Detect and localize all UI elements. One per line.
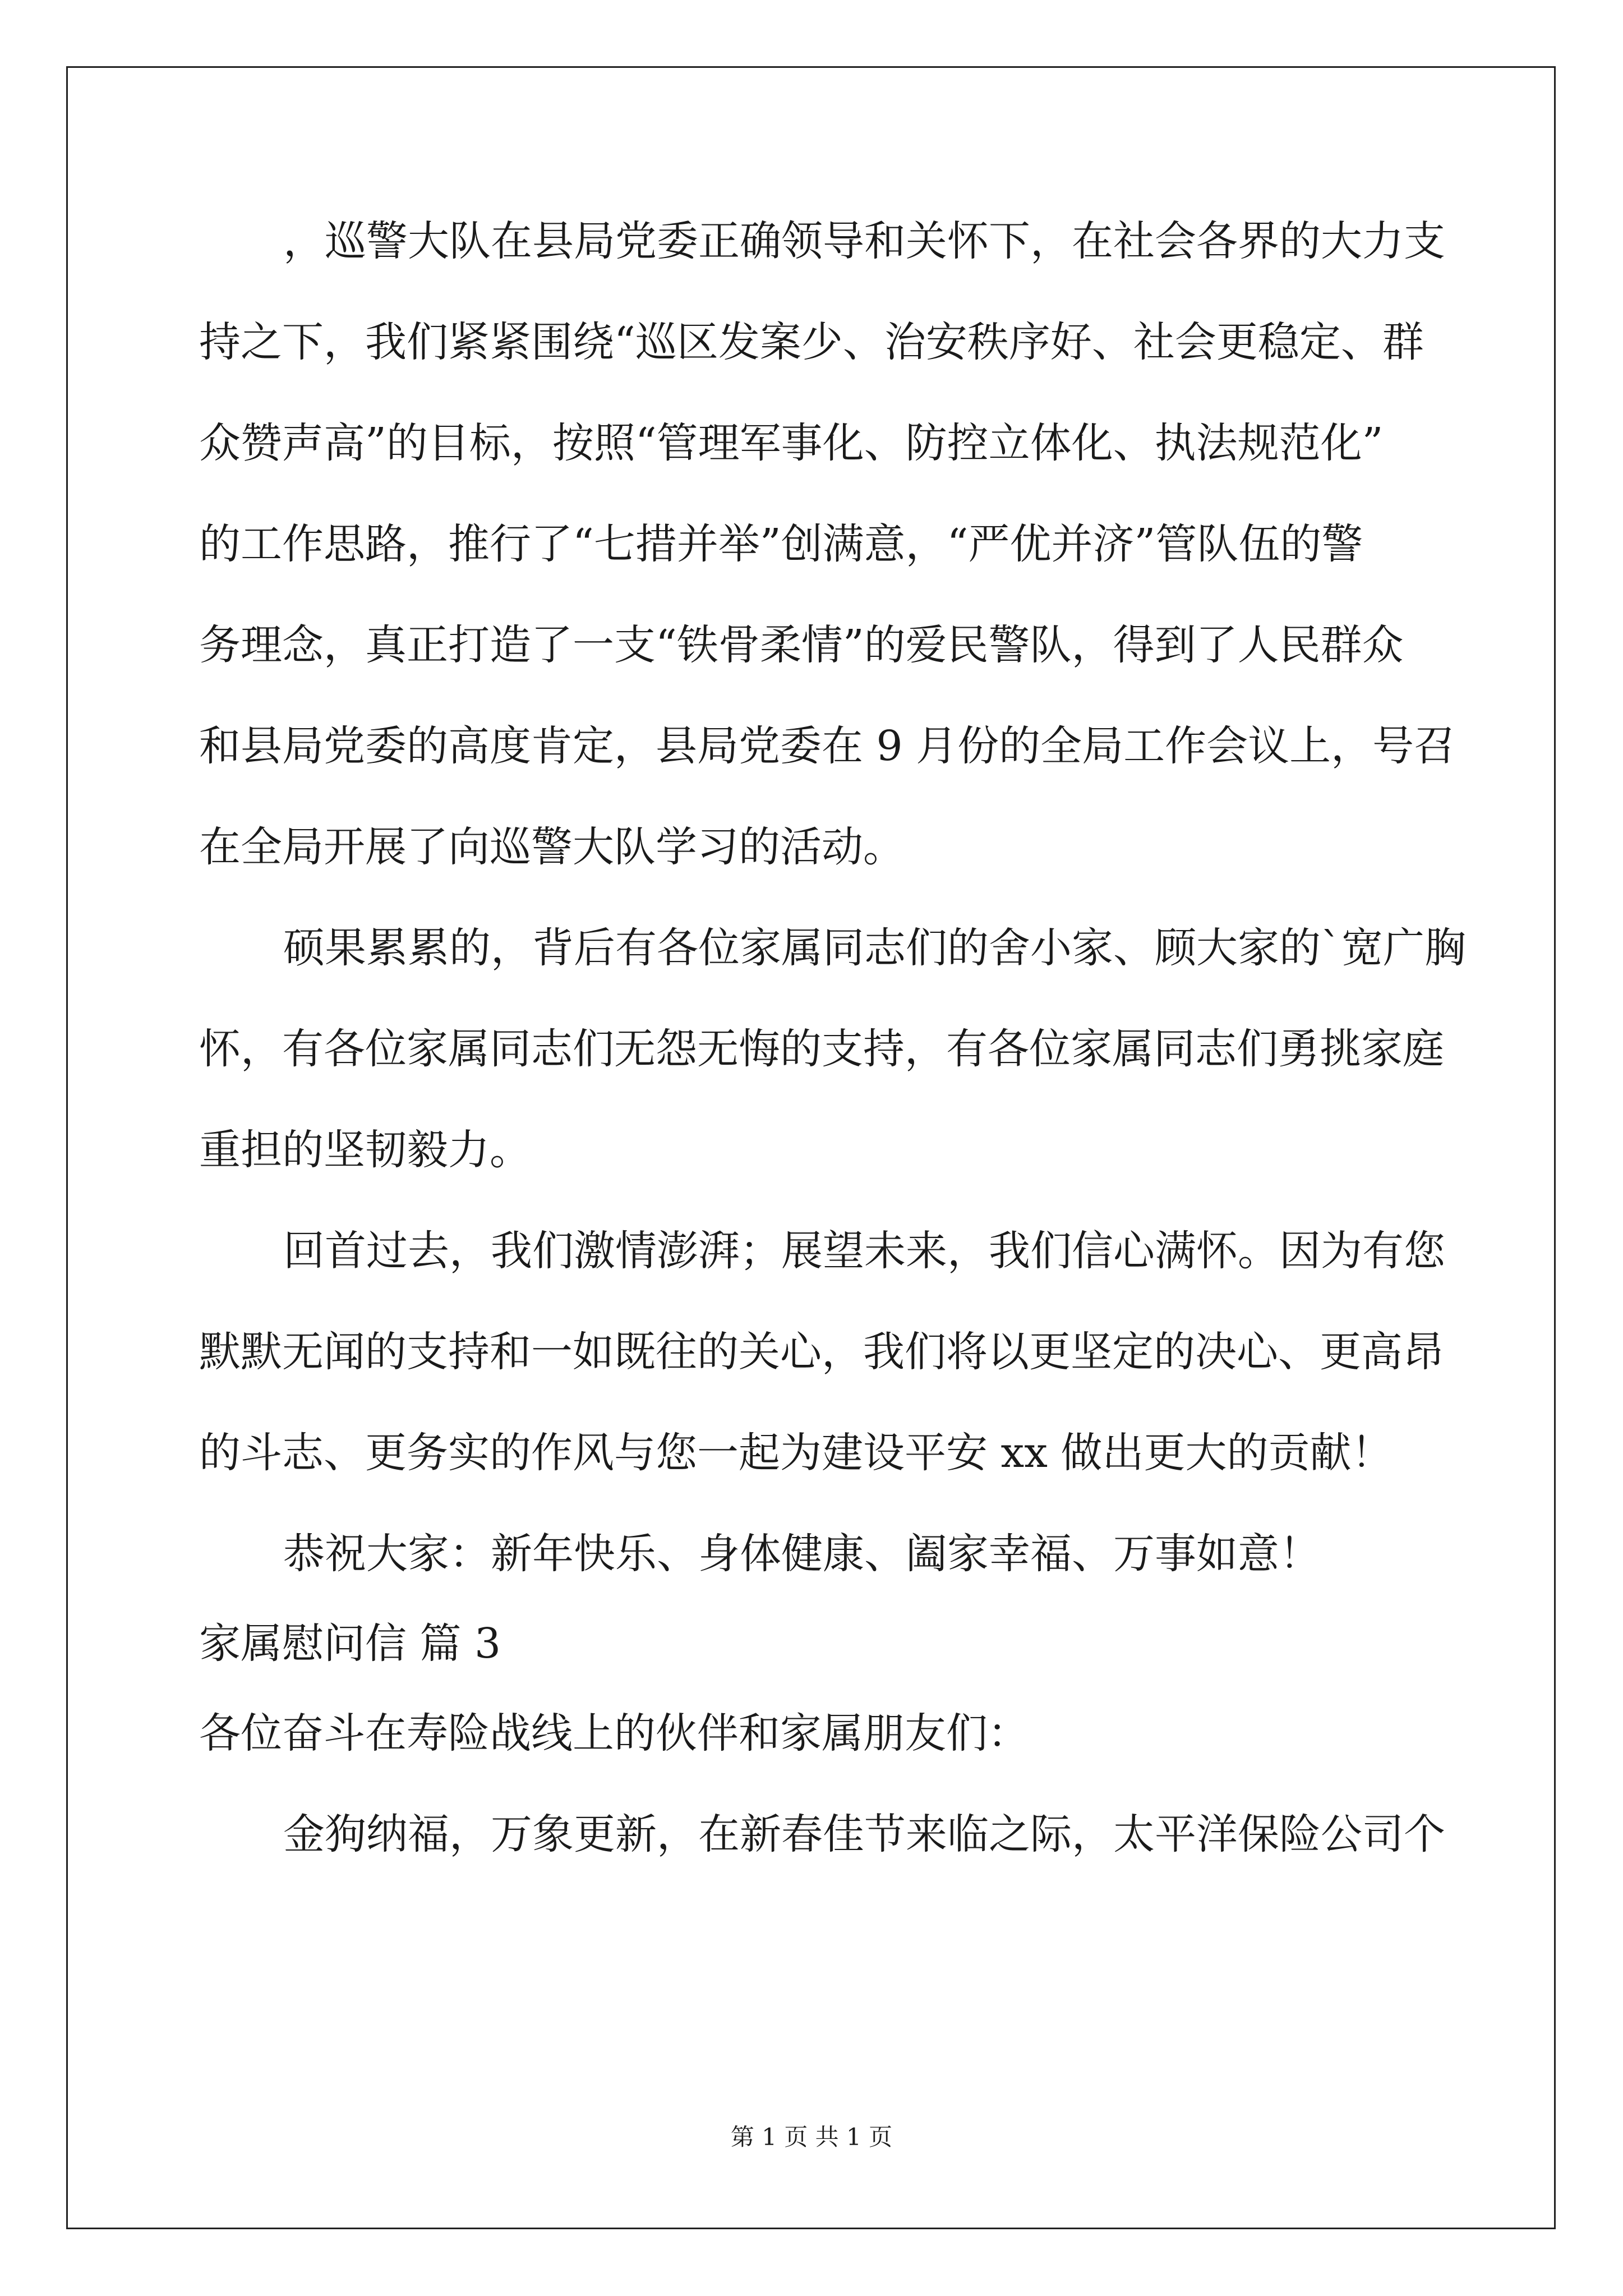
paragraph-1-line-7: 在全局开展了向巡警大队学习的活动。 bbox=[199, 823, 905, 871]
paragraph-3-line-1: 回首过去，我们激情澎湃；展望未来，我们信心满怀。因为有您 bbox=[283, 1227, 1445, 1275]
paragraph-1-line-6: 和县局党委的高度肯定，县局党委在 9 月份的全局工作会议上，号召 bbox=[199, 722, 1456, 770]
page-footer: 第 1 页 共 1 页 bbox=[730, 2123, 893, 2151]
section-heading: 家属慰问信 篇 3 bbox=[199, 1619, 501, 1668]
paragraph-3-line-3: 的斗志、更务实的作风与您一起为建设平安 xx 做出更大的贡献！ bbox=[199, 1429, 1393, 1477]
paragraph-1-line-4: 的工作思路，推行了“七措并举”创满意，“严优并济”管队伍的警 bbox=[199, 520, 1363, 568]
paragraph-5-line-1: 金狗纳福，万象更新，在新春佳节来临之际，太平洋保险公司个 bbox=[283, 1810, 1445, 1858]
salutation: 各位奋斗在寿险战线上的伙伴和家属朋友们： bbox=[199, 1709, 1029, 1757]
paragraph-1-line-3: 众赞声高”的目标，按照“管理军事化、防控立体化、执法规范化” bbox=[199, 419, 1384, 467]
paragraph-1-line-5: 务理念，真正打造了一支“铁骨柔情”的爱民警队，得到了人民群众 bbox=[199, 621, 1404, 669]
paragraph-2-line-1: 硕果累累的，背后有各位家属同志们的舍小家、顾大家的`宽广胸 bbox=[283, 924, 1466, 972]
paragraph-2-line-3: 重担的坚韧毅力。 bbox=[199, 1126, 531, 1174]
paragraph-4-line-1: 恭祝大家：新年快乐、身体健康、阖家幸福、万事如意！ bbox=[283, 1530, 1321, 1578]
paragraph-1-line-1: ，巡警大队在县局党委正确领导和关怀下，在社会各界的大力支 bbox=[283, 217, 1445, 265]
paragraph-3-line-2: 默默无闻的支持和一如既往的关心，我们将以更坚定的决心、更高昂 bbox=[199, 1328, 1444, 1376]
paragraph-2-line-2: 怀，有各位家属同志们无怨无悔的支持，有各位家属同志们勇挑家庭 bbox=[199, 1025, 1444, 1073]
paragraph-1-line-2: 持之下，我们紧紧围绕“巡区发案少、治安秩序好、社会更稳定、群 bbox=[199, 318, 1424, 366]
